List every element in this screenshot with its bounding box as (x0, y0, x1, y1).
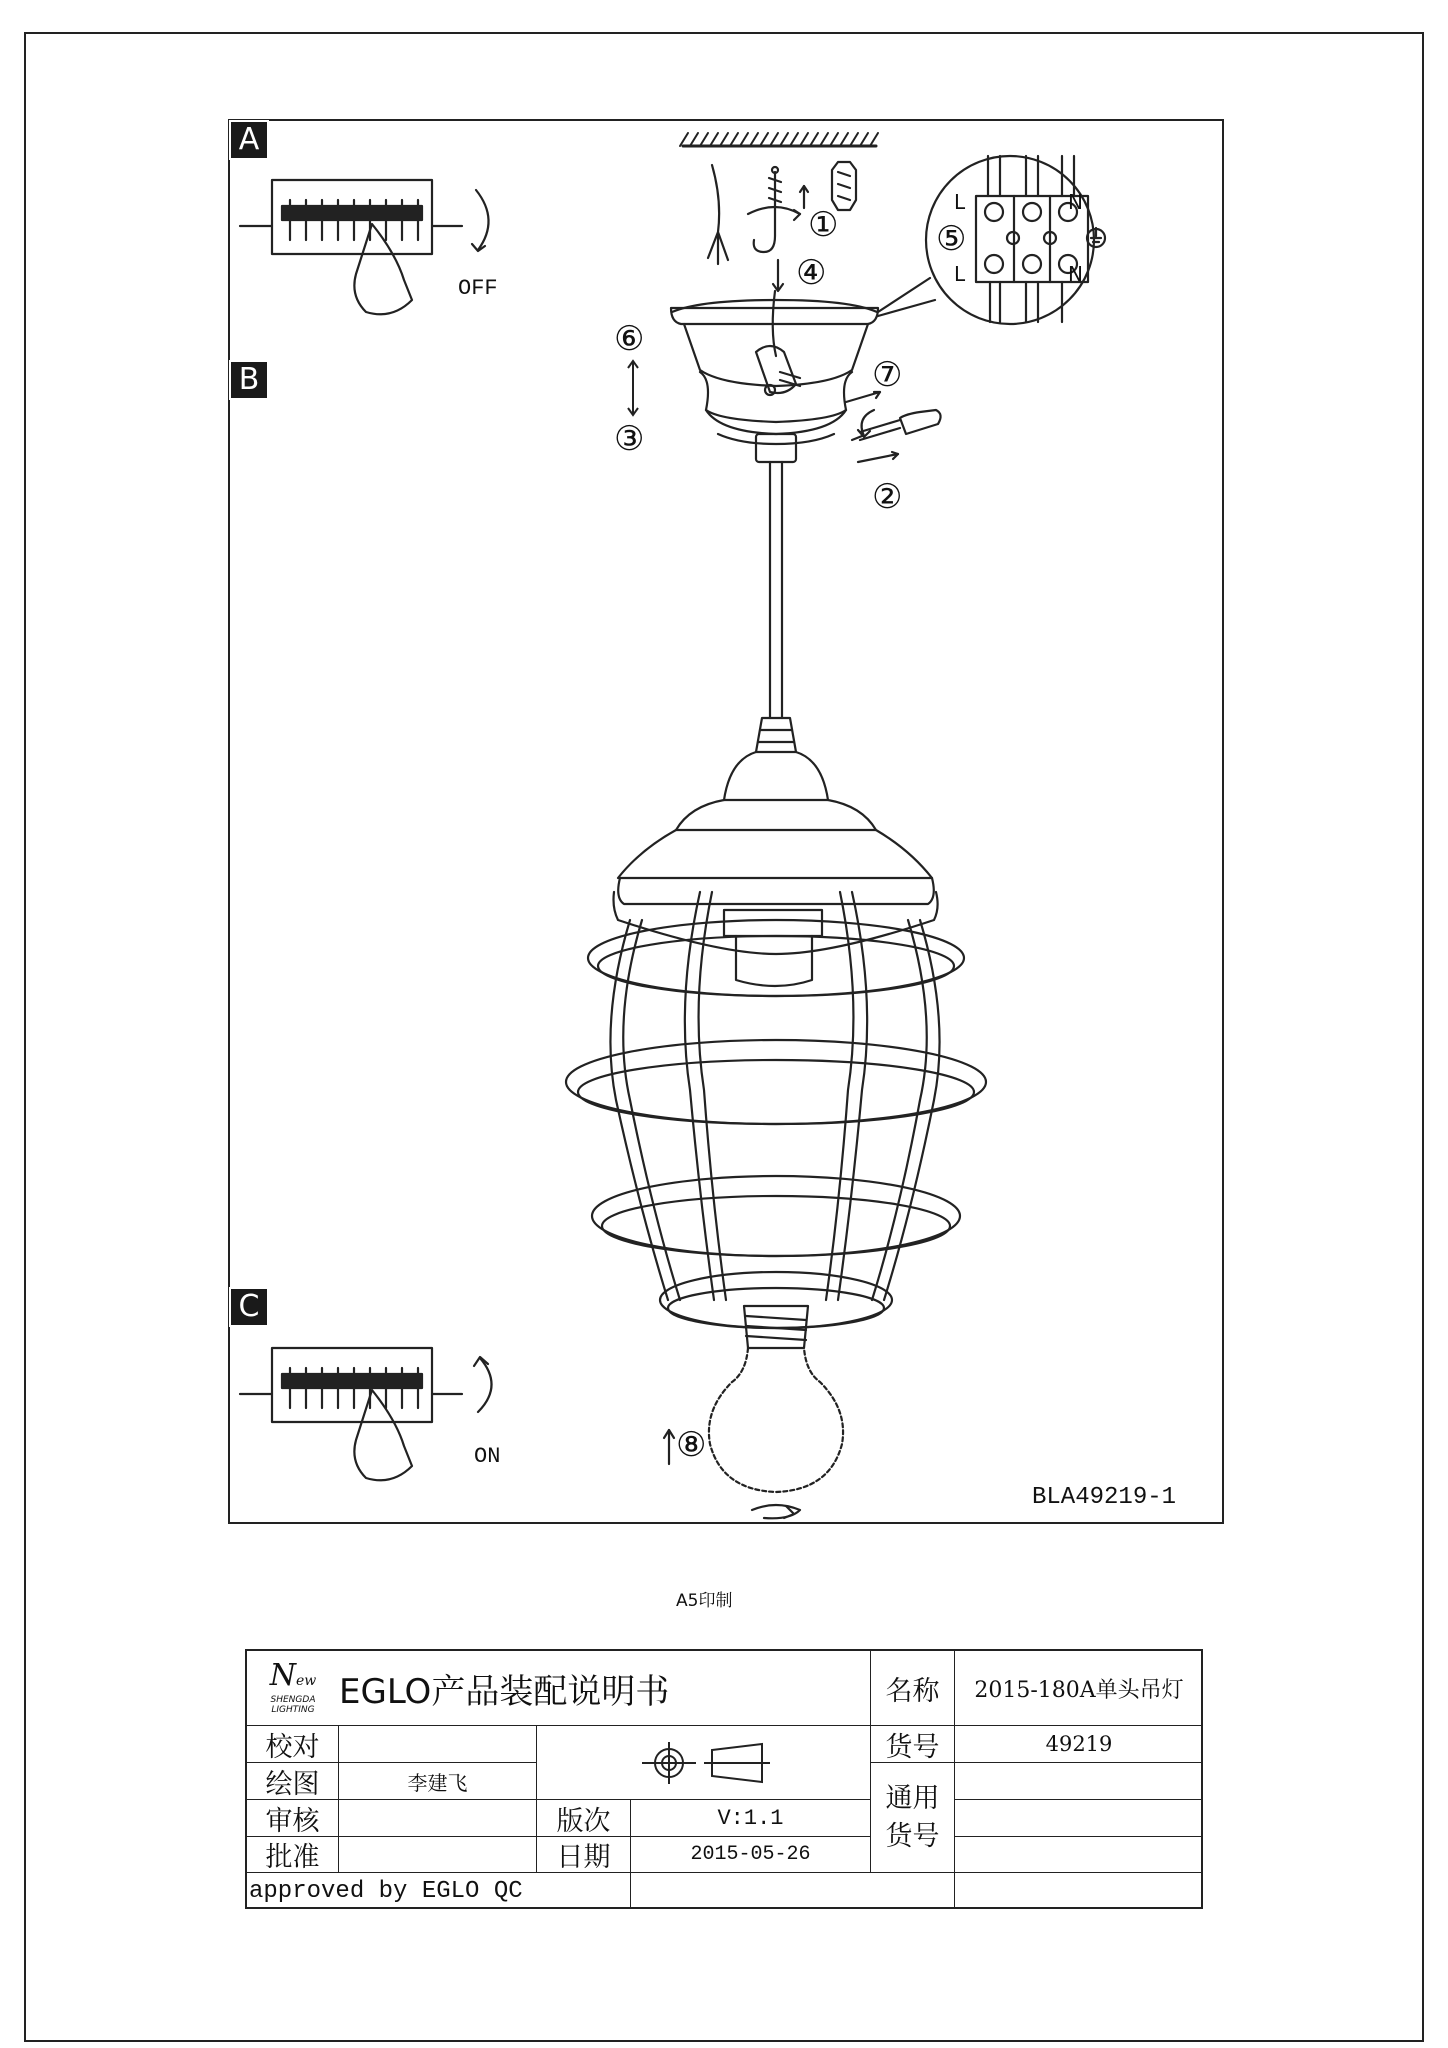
step-2: ② (872, 477, 903, 517)
step-4: ④ (796, 253, 827, 293)
wire-cage (566, 892, 986, 1328)
projection-symbol (537, 1726, 871, 1800)
terminal-n-top: N (1068, 190, 1083, 214)
breaker-switch-off (240, 180, 489, 314)
document-title: EGLO产品装配说明书 (339, 1651, 871, 1726)
name-label: 名称 (871, 1651, 955, 1726)
switch-off-label: OFF (458, 276, 498, 301)
ceiling-hook (754, 210, 775, 252)
check-value (339, 1726, 537, 1763)
name-value: 2015-180A单头吊灯 (955, 1651, 1203, 1726)
footer-blank-1 (631, 1873, 955, 1909)
drawn-value: 李建飞 (339, 1763, 537, 1800)
step-5: ⑤ (936, 219, 967, 259)
terminal-l-bottom: L (954, 262, 966, 286)
approved-by: approved by EGLO QC (247, 1873, 631, 1909)
common-item-value-1 (955, 1763, 1203, 1800)
screw-and-dowel (769, 162, 856, 210)
step-6: ⑥ (614, 319, 645, 359)
lamp-top (618, 718, 934, 986)
footer-blank-2 (955, 1873, 1203, 1909)
common-item-label: 通用 货号 (871, 1763, 955, 1873)
company-logo: New SHENGDA LIGHTING (247, 1651, 339, 1726)
terminal-l-top: L (954, 190, 966, 214)
step-tab-b: B (229, 360, 269, 400)
drawing-code: BLA49219-1 (1032, 1484, 1177, 1511)
drawn-label: 绘图 (247, 1763, 339, 1800)
approve-label: 批准 (247, 1837, 339, 1873)
step-1: ① (808, 205, 839, 245)
print-note: A5印制 (676, 1591, 733, 1611)
common-item-value-3 (955, 1837, 1203, 1873)
screwdriver (846, 392, 941, 462)
review-label: 审核 (247, 1800, 339, 1837)
ceiling-canopy (671, 291, 878, 444)
version-value: V:1.1 (631, 1800, 871, 1837)
step-7: ⑦ (872, 355, 903, 395)
mains-wires (708, 165, 728, 264)
date-value: 2015-05-26 (631, 1837, 871, 1873)
date-label: 日期 (537, 1837, 631, 1873)
step-tab-a: A (229, 120, 269, 160)
common-item-value-2 (955, 1800, 1203, 1837)
approve-value (339, 1837, 537, 1873)
version-label: 版次 (537, 1800, 631, 1837)
item-value: 49219 (955, 1726, 1203, 1763)
breaker-switch-on (240, 1348, 492, 1480)
ceiling-hatch (680, 133, 878, 146)
switch-on-label: ON (474, 1444, 501, 1469)
light-bulb (709, 1306, 843, 1518)
terminal-n-bottom: N (1068, 262, 1083, 286)
review-value (339, 1800, 537, 1837)
title-block (245, 1649, 1203, 1909)
step-3: ③ (614, 419, 645, 459)
up-down-arrow (626, 358, 640, 418)
check-label: 校对 (247, 1726, 339, 1763)
step-8: ⑧ (676, 1425, 707, 1465)
step-tab-c: C (229, 1287, 269, 1327)
item-label: 货号 (871, 1726, 955, 1763)
terminal-block-callout (878, 156, 1105, 324)
cord-grip (756, 434, 796, 462)
